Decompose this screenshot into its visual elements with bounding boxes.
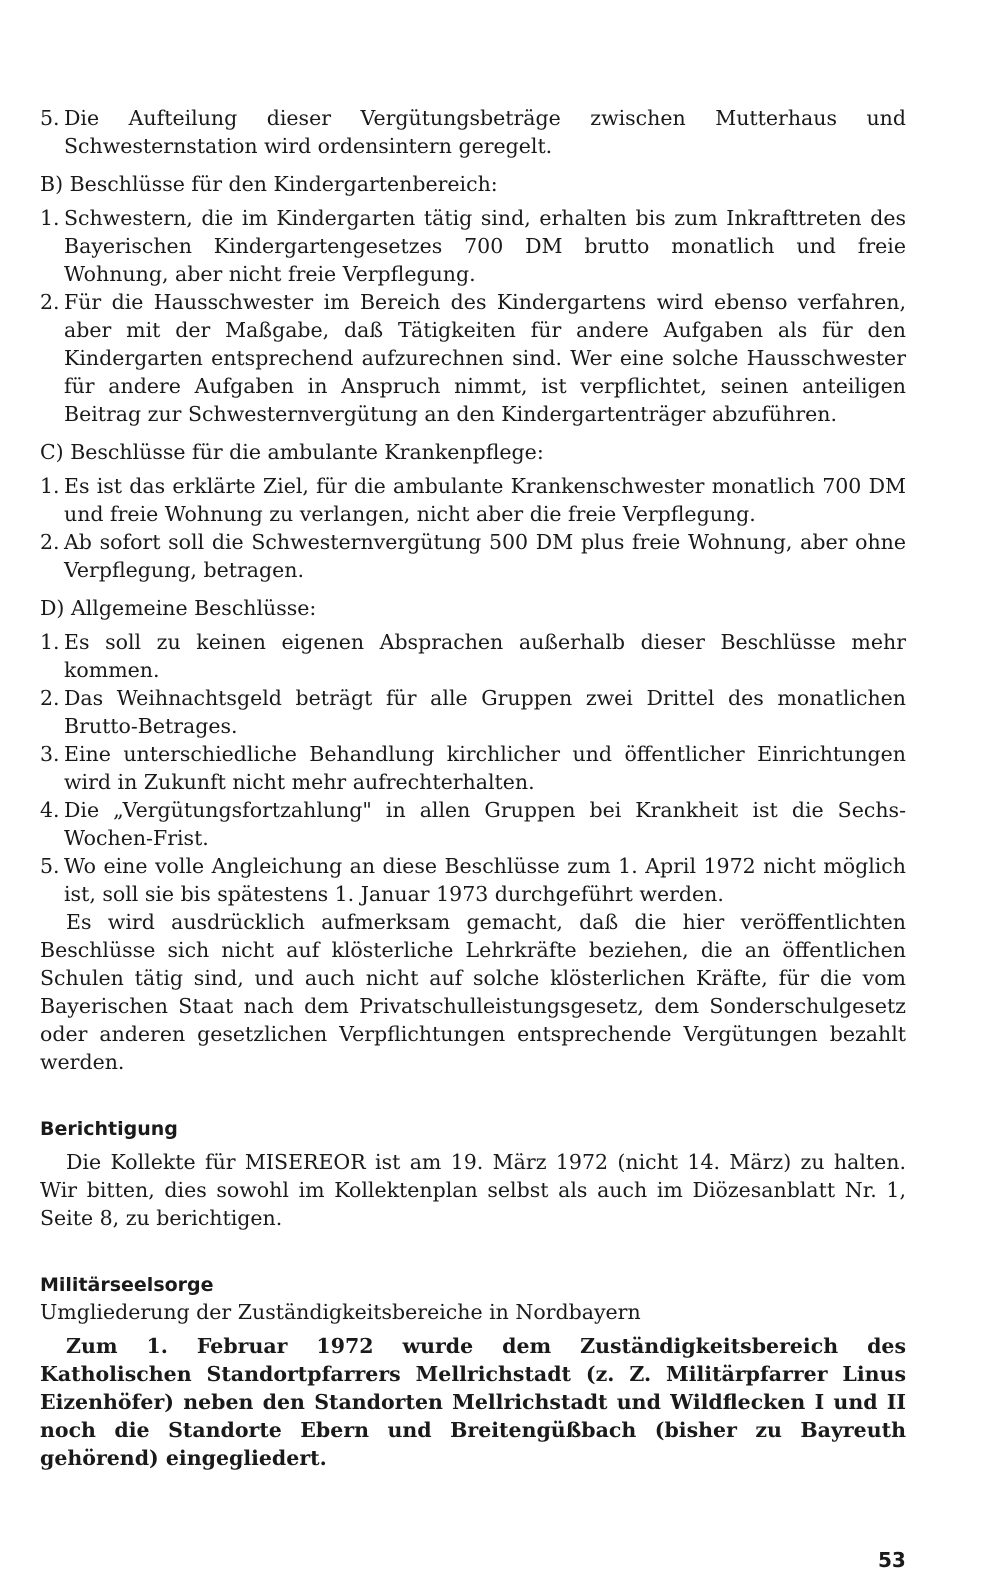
militaerseelsorge-text: Zum 1. Februar 1972 wurde dem Zuständigkeitsbereich des Katholischen Standortpfarrers Mellrichstadt (z. Z. Militärpfarrer Linus Eizenhöfer) neben den Standorten Mellrichstadt und Wildflecken I und II noch die Standorte Ebern und Breitengüßbach (bisher zu Bayreuth gehörend) eingegliedert. xyxy=(40,1334,906,1470)
item-text: Eine unterschiedliche Behandlung kirchlicher und öffentlicher Einrichtungen wird in Zukunft nicht mehr aufrechterhalten. xyxy=(64,742,906,794)
list-item xyxy=(40,740,906,796)
item-text: Schwestern, die im Kindergarten tätig sind, erhalten bis zum Inkrafttreten des Bayerischen Kindergartengesetzes 700 DM brutto monatlich und freie Wohnung, aber nicht freie Verpflegung. xyxy=(64,206,906,286)
list-item xyxy=(40,528,906,584)
item-text: Wo eine volle Angleichung an diese Beschlüsse zum 1. April 1972 nicht möglich ist, soll sie bis spätestens 1. Januar 1973 durchgeführt werden. xyxy=(64,854,906,906)
item-text: Es soll zu keinen eigenen Absprachen außerhalb dieser Beschlüsse mehr kommen. xyxy=(64,630,906,682)
item-text: Das Weihnachtsgeld beträgt für alle Gruppen zwei Drittel des monatlichen Brutto-Betrages. xyxy=(64,686,906,738)
closing-note: Es wird ausdrücklich aufmerksam gemacht, daß die hier veröffentlichten Beschlüsse sich nicht auf klösterliche Lehrkräfte beziehen, die an öffentlichen Schulen tätig sind, und auch nicht auf solche klösterlichen Kräfte, für die vom Bayerischen Staat nach dem Privatschulleistungsgesetz, dem Sonderschulgesetz oder anderen gesetzlichen Verpflichtungen entsprechende Vergütungen bezahlt werden. xyxy=(40,910,906,1074)
item-number: 1. xyxy=(40,206,60,230)
berichtigung-heading: Berichtigung xyxy=(40,1118,178,1140)
item-number: 2. xyxy=(40,686,60,710)
list-item xyxy=(40,628,906,684)
berichtigung-text: Die Kollekte für MISEREOR ist am 19. März 1972 (nicht 14. März) zu halten. Wir bitten, dies sowohl im Kollektenplan selbst als auch im Diözesanblatt Nr. 1, Seite 8, zu berichtigen. xyxy=(40,1150,906,1230)
item-number: 5. xyxy=(40,854,60,878)
militaerseelsorge-heading: Militärseelsorge xyxy=(40,1274,214,1296)
item-number: 1. xyxy=(40,474,60,498)
item-text: Ab sofort soll die Schwesternvergütung 500 DM plus freie Wohnung, aber ohne Verpflegung, betragen. xyxy=(64,530,906,582)
document-page xyxy=(40,104,906,1472)
list-item xyxy=(40,204,906,288)
item-number: 3. xyxy=(40,742,60,766)
list-item xyxy=(40,852,906,908)
list-item xyxy=(40,796,906,852)
list-item xyxy=(40,288,906,428)
list-item xyxy=(40,104,906,160)
militaerseelsorge-subheading: Umgliederung der Zuständigkeitsbereiche in Nordbayern xyxy=(40,1300,641,1324)
list-item xyxy=(40,684,906,740)
item-text: Es ist das erklärte Ziel, für die ambulante Krankenschwester monatlich 700 DM und freie Wohnung zu verlangen, nicht aber die freie Verpflegung. xyxy=(64,474,906,526)
item-number: 2. xyxy=(40,290,60,314)
item-number: 4. xyxy=(40,798,60,822)
list-item xyxy=(40,472,906,528)
item-text: Für die Hausschwester im Bereich des Kindergartens wird ebenso verfahren, aber mit der Maßgabe, daß Tätigkeiten für andere Aufgaben als für den Kindergarten entsprechend aufzurechnen sind. Wer eine solche Hausschwester für andere Aufgaben in Anspruch nimmt, ist verpflichtet, seinen anteiligen Beitrag zur Schwesternvergütung an den Kindergartenträger abzuführen. xyxy=(64,290,906,426)
item-text: Die „Vergütungsfortzahlung" in allen Gruppen bei Krankheit ist die Sechs-Wochen-Frist. xyxy=(64,798,906,850)
item-number: 5. xyxy=(40,106,60,130)
item-number: 2. xyxy=(40,530,60,554)
section-b-title: B) Beschlüsse für den Kindergartenbereich: xyxy=(40,172,498,196)
section-c-title: C) Beschlüsse für die ambulante Krankenpflege: xyxy=(40,440,544,464)
page-number: 53 xyxy=(878,1548,906,1572)
item-text: Die Aufteilung dieser Vergütungsbeträge zwischen Mutterhaus und Schwesternstation wird ordensintern geregelt. xyxy=(64,106,906,158)
section-d-title: D) Allgemeine Beschlüsse: xyxy=(40,596,317,620)
item-number: 1. xyxy=(40,630,60,654)
